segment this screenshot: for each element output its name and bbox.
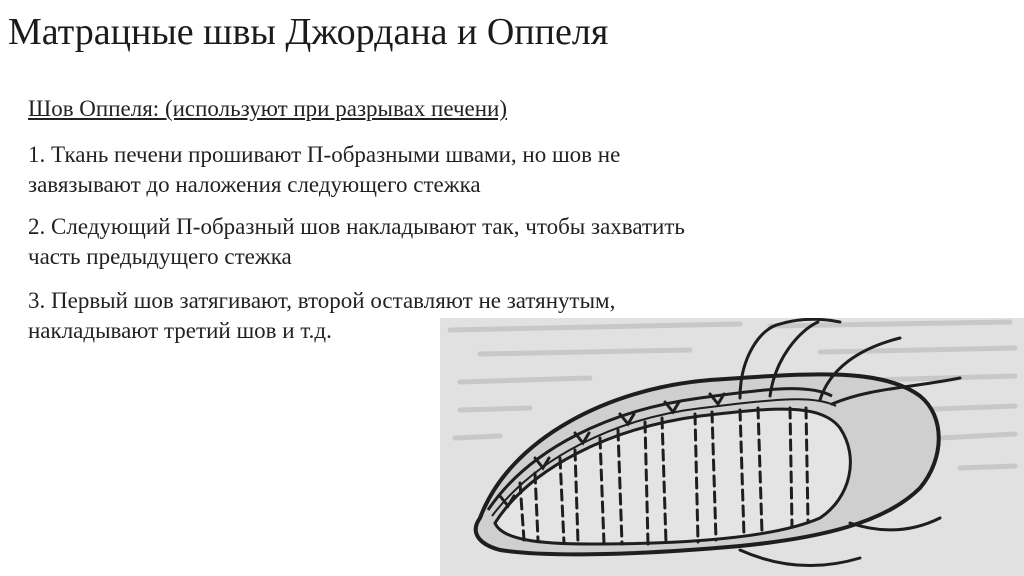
list-item-line: часть предыдущего стежка	[28, 244, 292, 269]
liver-suture-illustration	[440, 318, 1024, 576]
list-item-line: 2. Следующий П-образный шов накладывают так, чтобы захватить	[28, 214, 685, 239]
page-title: Матрацные швы Джордана и Оппеля	[8, 11, 609, 53]
list-item	[28, 140, 620, 200]
list-item-line: завязывают до наложения следующего стежка	[28, 172, 481, 197]
list-item-line: 3. Первый шов затягивают, второй оставляют не затянутым,	[28, 288, 616, 313]
list-item-line: накладывают третий шов и т.д.	[28, 318, 332, 343]
liver-suture-drawing-icon	[440, 318, 1024, 576]
section-subtitle: Шов Оппеля: (используют при разрывах печени)	[28, 96, 508, 121]
list-item-line: 1. Ткань печени прошивают П-образными швами, но шов не	[28, 142, 621, 167]
list-item	[28, 212, 685, 272]
